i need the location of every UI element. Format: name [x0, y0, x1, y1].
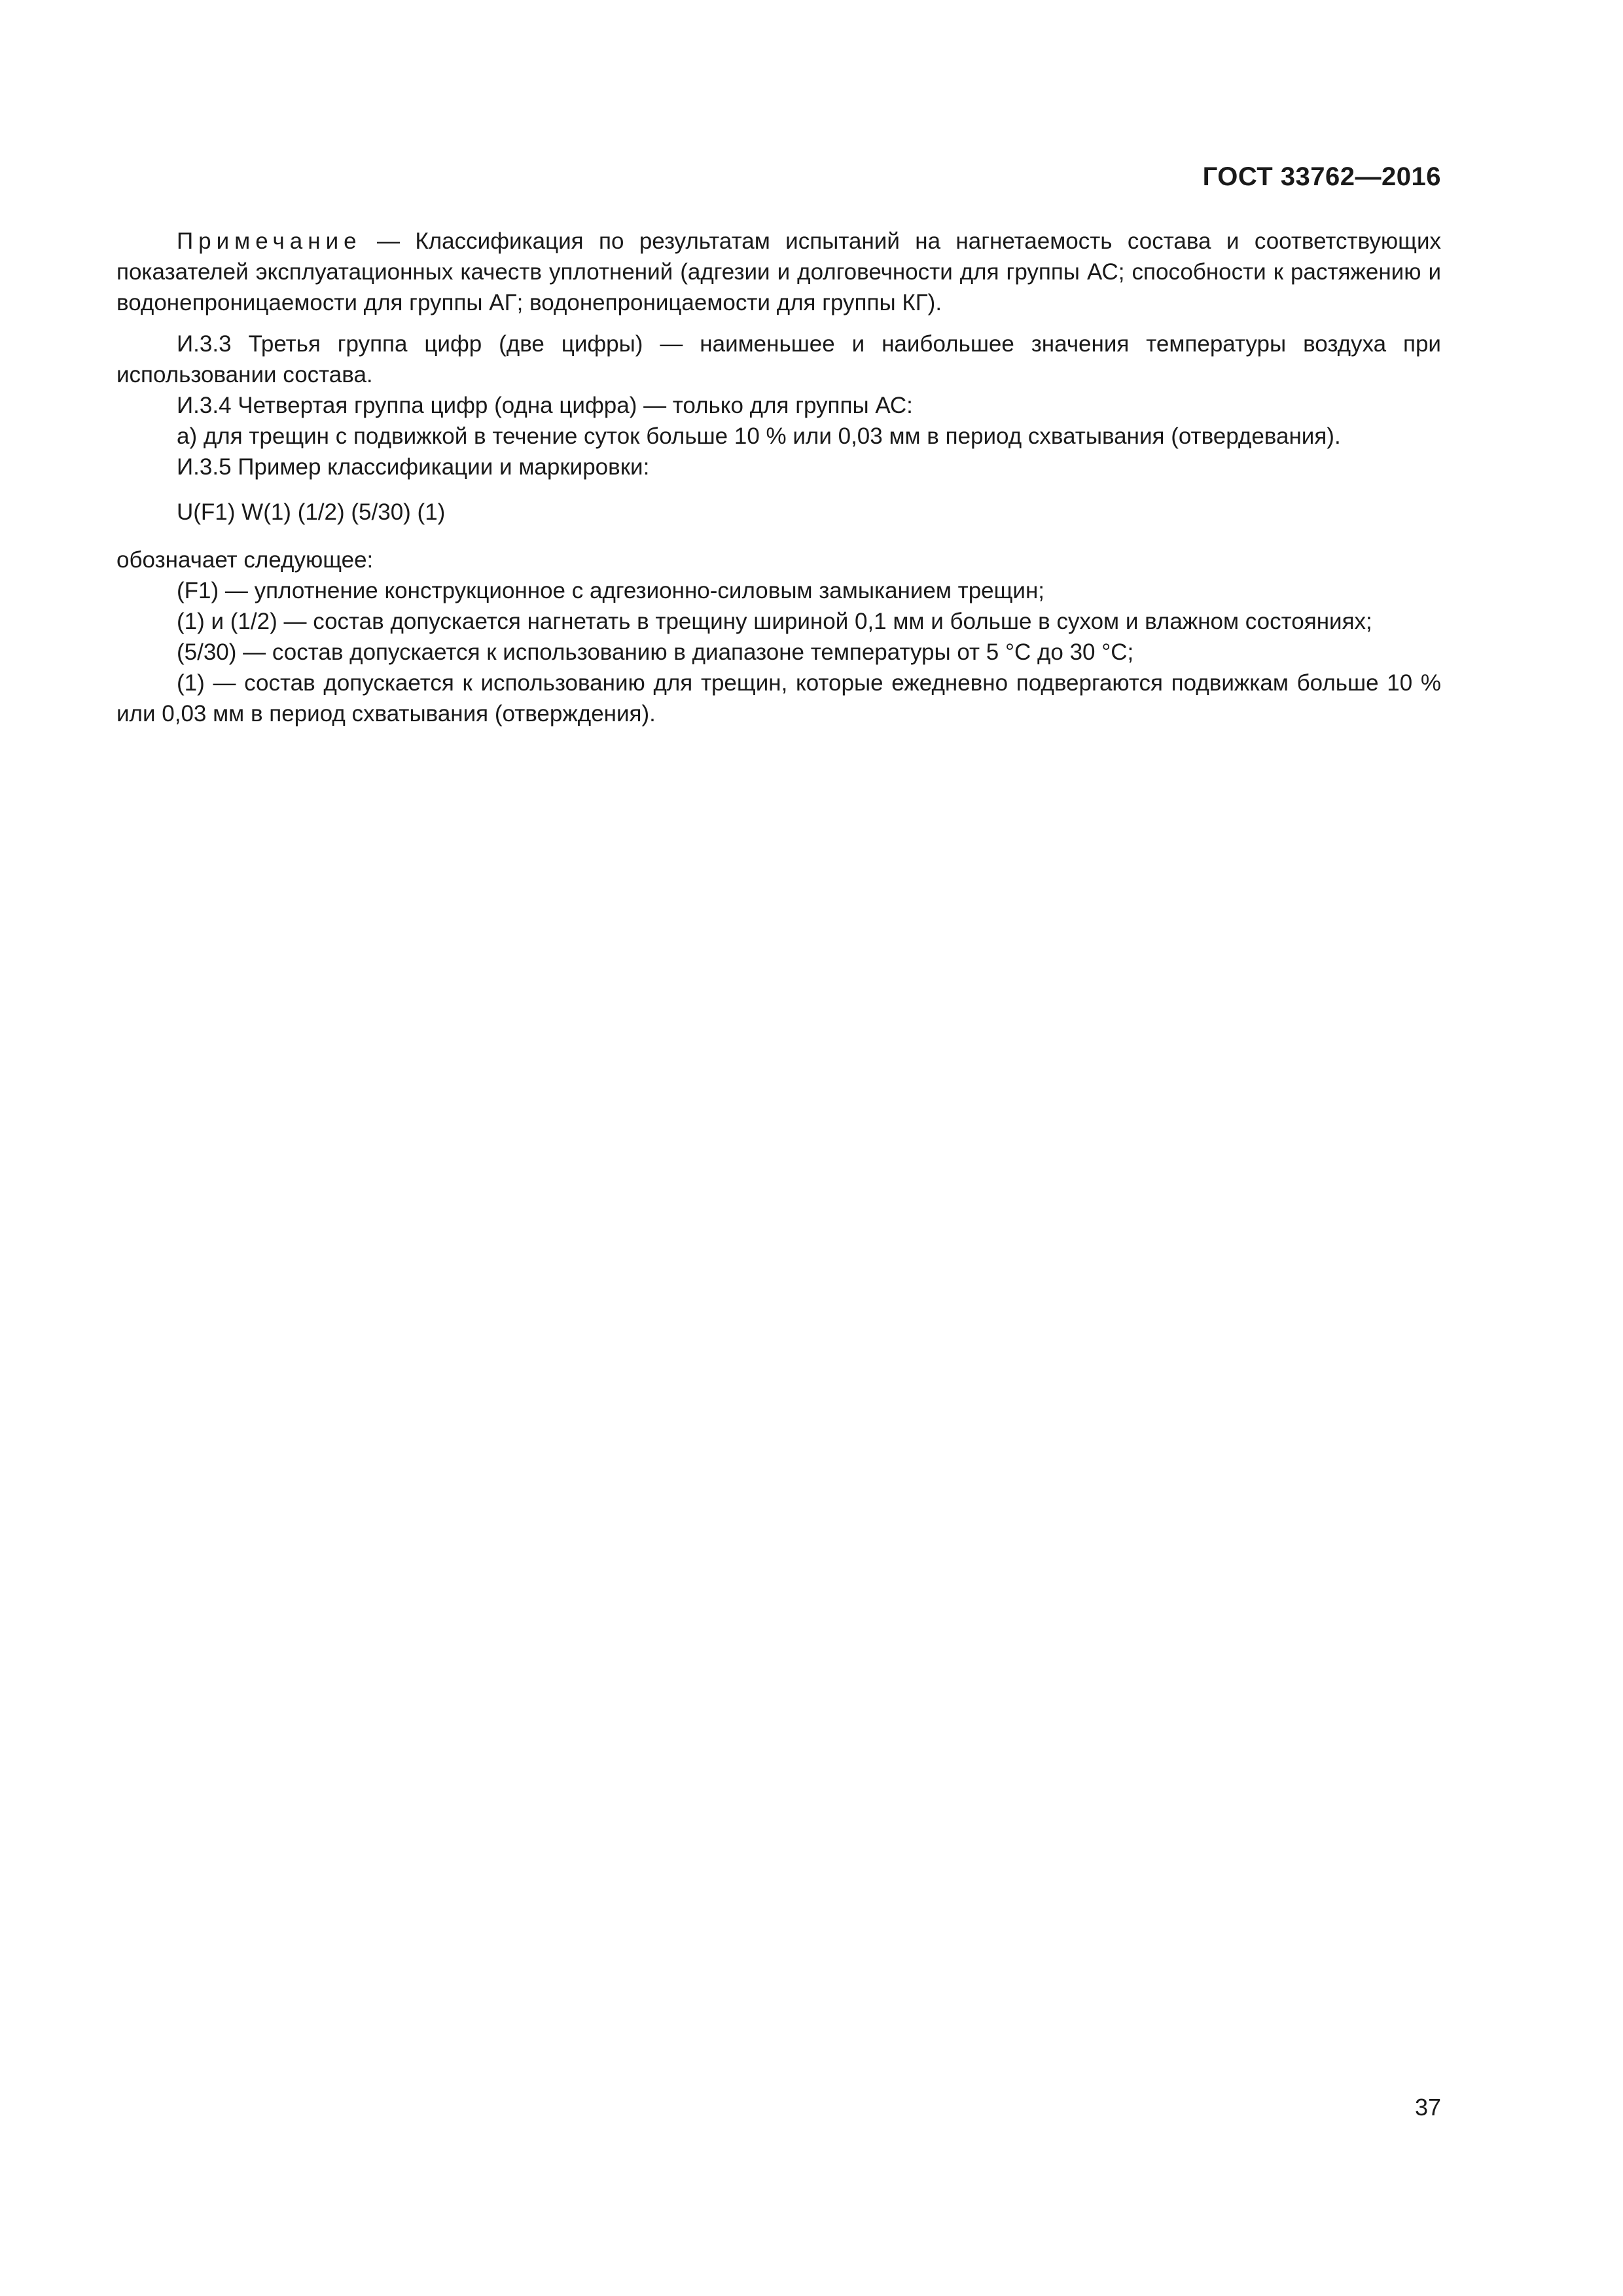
section-i-3-3: И.3.3 Третья группа цифр (две цифры) — наименьшее и наибольшее значения температуры воздуха при использовании состава. — [116, 331, 1441, 387]
section-i-3-4-item-a: а) для трещин с подвижкой в течение суток больше 10 % или 0,03 мм в период схватывания (отвердевания). — [177, 423, 1341, 449]
marking-intro: обозначает следующее: — [116, 547, 374, 573]
note-text: — Классификация по результатам испытаний на нагнетаемость состава и соответствующих показателей эксплуатационных качеств уплотнений (адгезии и долговечности для группы АС; способности к растяжению и водонепроницаемости для группы АГ; водонепроницаемости для группы КГ). — [116, 228, 1441, 315]
page-number: 37 — [1414, 2094, 1441, 2121]
marking-item-temp: (5/30) — состав допускается к использованию в диапазоне температуры от 5 °С до 30 °С; — [177, 639, 1134, 665]
document-header: ГОСТ 33762—2016 — [1202, 162, 1441, 191]
section-i-3-5: И.3.5 Пример классификации и маркировки: — [177, 454, 650, 480]
section-i-3-4: И.3.4 Четвертая группа цифр (одна цифра) — только для группы АС: — [177, 393, 913, 418]
note-label: Примечание — [177, 228, 362, 254]
note-paragraph — [116, 226, 1441, 318]
page-content — [116, 226, 1441, 729]
marking-example: U(F1) W(1) (1/2) (5/30) (1) — [177, 499, 446, 525]
marking-item-movement: (1) — состав допускается к использованию для трещин, которые ежедневно подвергаются подвижкам больше 10 % или 0,03 мм в период схватывания (отверждения). — [116, 670, 1441, 726]
marking-item-w1: (1) и (1/2) — состав допускается нагнетать в трещину шириной 0,1 мм и больше в сухом и влажном состояниях; — [177, 609, 1372, 634]
marking-item-f1: (F1) — уплотнение конструкционное с адгезионно-силовым замыканием трещин; — [177, 578, 1045, 603]
